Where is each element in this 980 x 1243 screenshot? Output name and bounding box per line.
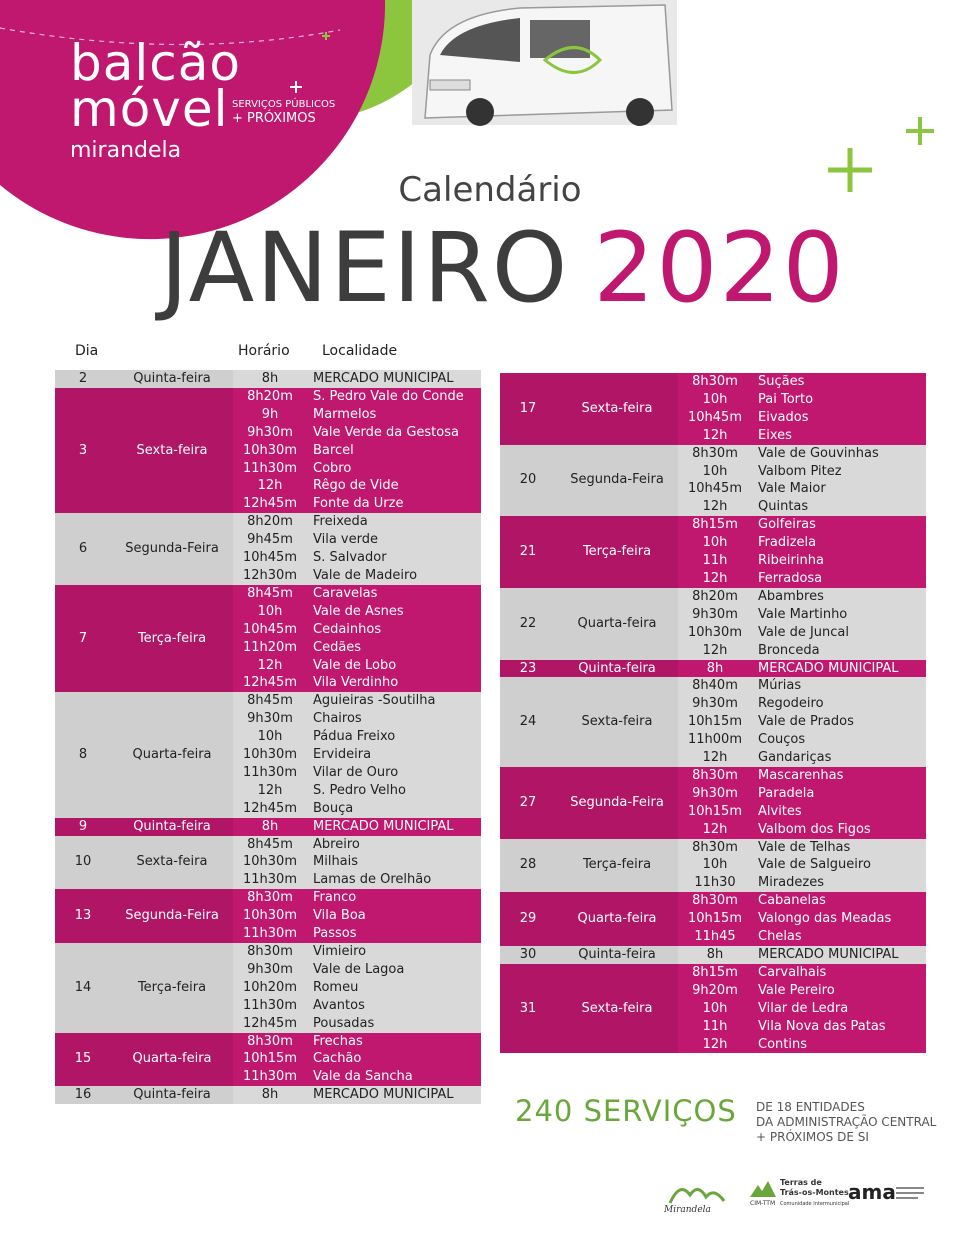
time-cell: 12h: [678, 570, 752, 588]
weekday-label: Quinta-feira: [556, 946, 678, 964]
day-number: 17: [500, 373, 556, 445]
brand-logo: [70, 34, 241, 163]
time-cell: 11h30m: [233, 764, 307, 782]
time-cell: 12h: [678, 821, 752, 839]
day-number: 27: [500, 767, 556, 839]
location-cell: Abreiro: [307, 836, 481, 854]
time-cell: 10h: [678, 391, 752, 409]
time-cell: 8h30m: [233, 889, 307, 907]
time-cell: 8h20m: [678, 588, 752, 606]
time-cell: 10h: [678, 463, 752, 481]
time-cell: 11h30m: [233, 460, 307, 478]
location-cell: Ribeirinha: [752, 552, 926, 570]
schedule-row: [500, 964, 926, 982]
weekday-label: Sexta-feira: [556, 964, 678, 1054]
month-label: JANEIRO: [160, 212, 570, 324]
tagline-1: SERVIÇOS PÚBLICOS: [232, 99, 336, 110]
time-cell: 10h45m: [678, 409, 752, 427]
time-cell: 8h15m: [678, 964, 752, 982]
promo-line-1: DE 18 ENTIDADES: [756, 1100, 865, 1114]
day-number: 30: [500, 946, 556, 964]
time-cell: 10h15m: [233, 1050, 307, 1068]
schedule-row: [500, 946, 926, 964]
brand-line-1: balcão: [70, 34, 241, 92]
location-cell: Vale de Lobo: [307, 657, 481, 675]
location-cell: Marmelos: [307, 406, 481, 424]
day-number: 6: [55, 513, 111, 585]
location-cell: Couços: [752, 731, 926, 749]
schedule-row: [55, 943, 481, 961]
day-number: 31: [500, 964, 556, 1054]
location-cell: Mascarenhas: [752, 767, 926, 785]
time-cell: 12h: [678, 642, 752, 660]
day-number: 14: [55, 943, 111, 1033]
location-cell: Vale da Sancha: [307, 1068, 481, 1086]
location-cell: Gandariças: [752, 749, 926, 767]
time-cell: 12h: [678, 427, 752, 445]
location-cell: MERCADO MUNICIPAL: [752, 660, 926, 678]
time-cell: 10h15m: [678, 910, 752, 928]
time-cell: 10h30m: [233, 853, 307, 871]
day-number: 8: [55, 692, 111, 817]
schedule-row: [500, 588, 926, 606]
schedule-row: [55, 1033, 481, 1051]
time-cell: 8h45m: [233, 836, 307, 854]
schedule-row: [500, 445, 926, 463]
time-cell: 11h: [678, 1018, 752, 1036]
svg-text:ama: ama: [848, 1180, 896, 1204]
weekday-label: Segunda-Feira: [111, 889, 233, 943]
schedule-row: [55, 585, 481, 603]
time-cell: 8h30m: [678, 767, 752, 785]
time-cell: 9h: [233, 406, 307, 424]
location-cell: Frechas: [307, 1033, 481, 1051]
promo-line-3: + PRÓXIMOS DE SI: [756, 1130, 869, 1144]
location-cell: Fonte da Urze: [307, 495, 481, 513]
location-cell: Regodeiro: [752, 695, 926, 713]
day-number: 13: [55, 889, 111, 943]
time-cell: 10h15m: [678, 803, 752, 821]
location-cell: Avantos: [307, 997, 481, 1015]
location-cell: MERCADO MUNICIPAL: [307, 1086, 481, 1104]
time-cell: 8h20m: [233, 388, 307, 406]
location-cell: Vila Boa: [307, 907, 481, 925]
day-number: 21: [500, 516, 556, 588]
location-cell: Ervideira: [307, 746, 481, 764]
weekday-label: Segunda-Feira: [556, 767, 678, 839]
day-number: 23: [500, 660, 556, 678]
svg-text:Comunidade Intermunicipal: Comunidade Intermunicipal: [780, 1201, 850, 1207]
schedule-row: [500, 660, 926, 678]
location-cell: Chairos: [307, 710, 481, 728]
location-cell: Ferradosa: [752, 570, 926, 588]
day-number: 9: [55, 818, 111, 836]
location-cell: Suçães: [752, 373, 926, 391]
schedule-row: [55, 1086, 481, 1104]
time-cell: 11h45: [678, 928, 752, 946]
location-cell: Cabanelas: [752, 892, 926, 910]
time-cell: 9h30m: [678, 695, 752, 713]
weekday-label: Terça-feira: [556, 839, 678, 893]
day-number: 2: [55, 370, 111, 388]
location-cell: Cedães: [307, 639, 481, 657]
location-cell: Vale de Telhas: [752, 839, 926, 857]
location-cell: S. Pedro Vale do Conde: [307, 388, 481, 406]
location-cell: Vale Verde da Gestosa: [307, 424, 481, 442]
time-cell: 10h30m: [678, 624, 752, 642]
time-cell: 10h30m: [233, 907, 307, 925]
location-cell: Valbom dos Figos: [752, 821, 926, 839]
time-cell: 10h: [678, 856, 752, 874]
promo-text: [756, 1100, 936, 1145]
weekday-label: Quarta-feira: [556, 892, 678, 946]
calendar-title: [160, 212, 846, 324]
schedule-row: [55, 692, 481, 710]
location-cell: Vila Nova das Patas: [752, 1018, 926, 1036]
day-number: 20: [500, 445, 556, 517]
col-header-localidade: Localidade: [322, 343, 398, 359]
promo-headline: 240 SERVIÇOS: [515, 1094, 737, 1128]
weekday-label: Quarta-feira: [111, 1033, 233, 1087]
location-cell: Contins: [752, 1036, 926, 1054]
location-cell: Chelas: [752, 928, 926, 946]
time-cell: 8h20m: [233, 513, 307, 531]
time-cell: 9h30m: [233, 961, 307, 979]
location-cell: MERCADO MUNICIPAL: [307, 818, 481, 836]
time-cell: 12h45m: [233, 800, 307, 818]
weekday-label: Quarta-feira: [111, 692, 233, 817]
time-cell: 8h30m: [233, 943, 307, 961]
location-cell: Vale de Gouvinhas: [752, 445, 926, 463]
time-cell: 11h20m: [233, 639, 307, 657]
time-cell: 9h45m: [233, 531, 307, 549]
day-number: 7: [55, 585, 111, 692]
time-cell: 8h30m: [678, 839, 752, 857]
location-cell: Miradezes: [752, 874, 926, 892]
schedule-row: [500, 839, 926, 857]
schedule-row: [500, 373, 926, 391]
location-cell: Cobro: [307, 460, 481, 478]
location-cell: Barcel: [307, 442, 481, 460]
location-cell: Vale de Salgueiro: [752, 856, 926, 874]
schedule-row: [500, 892, 926, 910]
weekday-label: Segunda-Feira: [111, 513, 233, 585]
location-cell: Eivados: [752, 409, 926, 427]
time-cell: 12h: [678, 749, 752, 767]
location-cell: Pai Torto: [752, 391, 926, 409]
svg-text:CIM-TTM: CIM-TTM: [750, 1200, 776, 1207]
time-cell: 8h15m: [678, 516, 752, 534]
day-number: 29: [500, 892, 556, 946]
time-cell: 11h: [678, 552, 752, 570]
schedule-table-left: [55, 370, 481, 1104]
location-cell: Milhais: [307, 853, 481, 871]
location-cell: Vila Verdinho: [307, 674, 481, 692]
location-cell: S. Salvador: [307, 549, 481, 567]
location-cell: Cachão: [307, 1050, 481, 1068]
time-cell: 11h30m: [233, 1068, 307, 1086]
time-cell: 12h: [678, 1036, 752, 1054]
terras-de-tras-os-montes-logo: [748, 1175, 850, 1215]
time-cell: 8h: [678, 946, 752, 964]
location-cell: Vilar de Ledra: [752, 1000, 926, 1018]
schedule-table-right: [500, 373, 926, 1053]
location-cell: Vale de Lagoa: [307, 961, 481, 979]
time-cell: 8h45m: [233, 585, 307, 603]
time-cell: 8h: [233, 370, 307, 388]
tagline-2: + PRÓXIMOS: [232, 111, 316, 126]
time-cell: 8h30m: [678, 892, 752, 910]
time-cell: 12h: [233, 782, 307, 800]
weekday-label: Quinta-feira: [111, 1086, 233, 1104]
schedule-row: [55, 836, 481, 854]
time-cell: 10h45m: [233, 549, 307, 567]
svg-text:Terras de: Terras de: [780, 1178, 822, 1187]
time-cell: 9h30m: [678, 785, 752, 803]
location-cell: Valbom Pitez: [752, 463, 926, 481]
location-cell: Vale Martinho: [752, 606, 926, 624]
time-cell: 8h45m: [233, 692, 307, 710]
location-cell: Abambres: [752, 588, 926, 606]
location-cell: Alvites: [752, 803, 926, 821]
location-cell: Valongo das Meadas: [752, 910, 926, 928]
location-cell: Bronceda: [752, 642, 926, 660]
time-cell: 10h20m: [233, 979, 307, 997]
location-cell: Freixeda: [307, 513, 481, 531]
time-cell: 11h30m: [233, 925, 307, 943]
weekday-label: Terça-feira: [556, 516, 678, 588]
brand-line-2: móvel: [70, 80, 229, 138]
weekday-label: Segunda-Feira: [556, 445, 678, 517]
time-cell: 10h45m: [233, 621, 307, 639]
schedule-row: [55, 388, 481, 406]
time-cell: 12h: [233, 657, 307, 675]
time-cell: 8h: [233, 1086, 307, 1104]
location-cell: Quintas: [752, 498, 926, 516]
time-cell: 8h30m: [233, 1033, 307, 1051]
location-cell: Vimieiro: [307, 943, 481, 961]
location-cell: Cedainhos: [307, 621, 481, 639]
time-cell: 10h15m: [678, 713, 752, 731]
day-number: 10: [55, 836, 111, 890]
col-header-dia: Dia: [75, 343, 99, 359]
location-cell: Carvalhais: [752, 964, 926, 982]
day-number: 24: [500, 677, 556, 767]
location-cell: Pádua Freixo: [307, 728, 481, 746]
time-cell: 9h30m: [233, 710, 307, 728]
weekday-label: Sexta-feira: [111, 836, 233, 890]
time-cell: 12h45m: [233, 674, 307, 692]
location-cell: Vale de Prados: [752, 713, 926, 731]
time-cell: 10h: [233, 728, 307, 746]
time-cell: 10h30m: [233, 746, 307, 764]
schedule-row: [500, 767, 926, 785]
van-photo: [412, 0, 677, 126]
time-cell: 9h20m: [678, 982, 752, 1000]
location-cell: Bouça: [307, 800, 481, 818]
location-cell: Vale de Juncal: [752, 624, 926, 642]
time-cell: 10h: [233, 603, 307, 621]
time-cell: 8h: [678, 660, 752, 678]
location-cell: Pousadas: [307, 1015, 481, 1033]
location-cell: Romeu: [307, 979, 481, 997]
time-cell: 8h30m: [678, 373, 752, 391]
day-number: 3: [55, 388, 111, 513]
time-cell: 12h45m: [233, 1015, 307, 1033]
location-cell: Múrias: [752, 677, 926, 695]
location-cell: Vilar de Ouro: [307, 764, 481, 782]
time-cell: 10h30m: [233, 442, 307, 460]
time-cell: 12h: [233, 477, 307, 495]
location-cell: MERCADO MUNICIPAL: [752, 946, 926, 964]
schedule-row: [55, 370, 481, 388]
year-label: 2020: [593, 212, 846, 324]
weekday-label: Sexta-feira: [556, 373, 678, 445]
time-cell: 10h: [678, 534, 752, 552]
promo-line-2: DA ADMINISTRAÇÃO CENTRAL: [756, 1115, 937, 1129]
location-cell: Vale Pereiro: [752, 982, 926, 1000]
day-number: 28: [500, 839, 556, 893]
calendar-subtitle: Calendário: [398, 170, 582, 210]
time-cell: 9h30m: [678, 606, 752, 624]
location-cell: Golfeiras: [752, 516, 926, 534]
weekday-label: Terça-feira: [111, 943, 233, 1033]
time-cell: 8h: [233, 818, 307, 836]
time-cell: 11h30m: [233, 997, 307, 1015]
svg-text:Trás-os-Montes: Trás-os-Montes: [780, 1188, 849, 1197]
location-cell: Paradela: [752, 785, 926, 803]
schedule-row: [55, 818, 481, 836]
location-cell: Fradizela: [752, 534, 926, 552]
schedule-row: [55, 513, 481, 531]
weekday-label: Quarta-feira: [556, 588, 678, 660]
location-cell: Passos: [307, 925, 481, 943]
time-cell: 12h: [678, 498, 752, 516]
location-cell: Franco: [307, 889, 481, 907]
weekday-label: Sexta-feira: [556, 677, 678, 767]
location-cell: Vale de Asnes: [307, 603, 481, 621]
location-cell: Lamas de Orelhão: [307, 871, 481, 889]
location-cell: Vale Maior: [752, 480, 926, 498]
mirandela-logo-text: Mirandela: [664, 1205, 711, 1215]
col-header-horario: Horário: [238, 343, 290, 359]
brand-tagline: [232, 99, 335, 127]
time-cell: 10h45m: [678, 480, 752, 498]
location-cell: Aguieiras -Soutilha: [307, 692, 481, 710]
brand-line-3: mirandela: [70, 138, 182, 163]
schedule-row: [500, 516, 926, 534]
day-number: 16: [55, 1086, 111, 1104]
weekday-label: Terça-feira: [111, 585, 233, 692]
time-cell: 12h30m: [233, 567, 307, 585]
plus-icon: [906, 117, 934, 145]
time-cell: 9h30m: [233, 424, 307, 442]
schedule-row: [500, 677, 926, 695]
location-cell: Rêgo de Vide: [307, 477, 481, 495]
location-cell: Vila verde: [307, 531, 481, 549]
location-cell: S. Pedro Velho: [307, 782, 481, 800]
day-number: 15: [55, 1033, 111, 1087]
day-number: 22: [500, 588, 556, 660]
schedule-row: [55, 889, 481, 907]
mirandela-logo: [662, 1175, 730, 1215]
weekday-label: Sexta-feira: [111, 388, 233, 513]
time-cell: 11h30: [678, 874, 752, 892]
time-cell: 11h00m: [678, 731, 752, 749]
location-cell: Vale de Madeiro: [307, 567, 481, 585]
location-cell: MERCADO MUNICIPAL: [307, 370, 481, 388]
time-cell: 12h45m: [233, 495, 307, 513]
time-cell: 8h30m: [678, 445, 752, 463]
weekday-label: Quinta-feira: [556, 660, 678, 678]
ama-logo: [848, 1175, 928, 1215]
location-cell: Caravelas: [307, 585, 481, 603]
time-cell: 10h: [678, 1000, 752, 1018]
weekday-label: Quinta-feira: [111, 370, 233, 388]
time-cell: 11h30m: [233, 871, 307, 889]
location-cell: Eixes: [752, 427, 926, 445]
time-cell: 8h40m: [678, 677, 752, 695]
weekday-label: Quinta-feira: [111, 818, 233, 836]
